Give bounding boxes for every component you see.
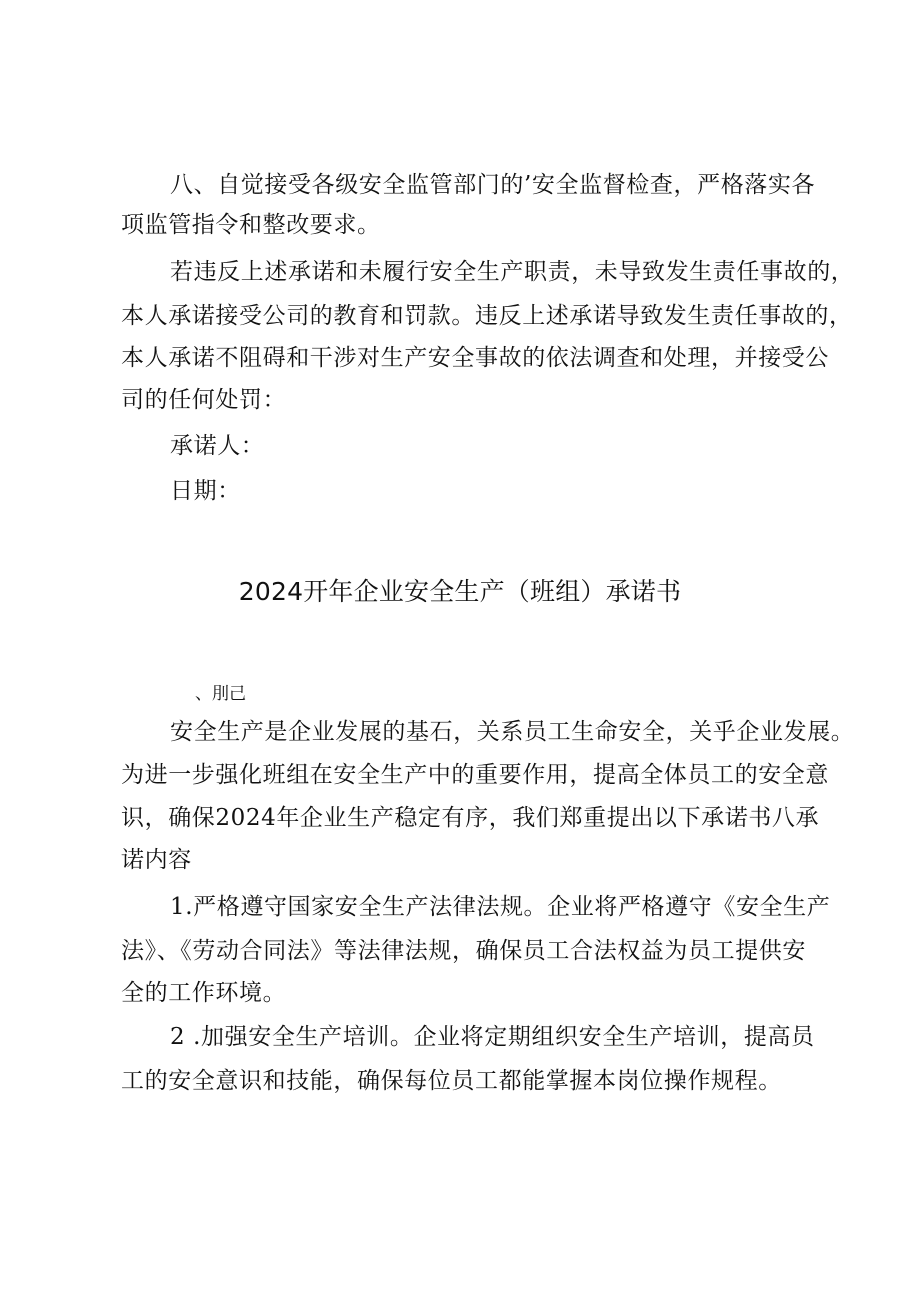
signer-label: 承诺人： <box>170 433 265 459</box>
item1-line2: 法》、《劳动合同法》等法律法规，确保员工合法权益为员工提供安 <box>121 938 806 964</box>
item1-line3: 全的工作环境。 <box>121 980 287 1006</box>
intro-line1: 安全生产是企业发展的基石，关系员工生命安全，关乎企业发展。 <box>170 719 855 745</box>
date-label: 日期： <box>170 478 241 504</box>
intro-line2: 为进一步强化班组在安全生产中的重要作用，提高全体员工的安全意 <box>121 762 829 788</box>
item8-line2: 项监管指令和整改要求。 <box>121 212 381 238</box>
item2-line1: 2 .加强安全生产培训。企业将定期组织安全生产培训，提高员 <box>170 1024 815 1050</box>
item1-line1: 1.严格遵守国家安全生产法律法规。企业将严格遵守《安全生产 <box>170 894 831 920</box>
document-title: 2024开年企业安全生产（班组）承诺书 <box>238 577 682 606</box>
intro-line4: 诺内容 <box>121 847 192 873</box>
breach-clause-line2: 本人承诺接受公司的教育和罚款。违反上述承诺导致发生责任事故的， <box>121 303 853 329</box>
preface-heading: 、刖己 <box>195 684 246 704</box>
breach-clause-line4: 司的任何处罚： <box>121 387 287 413</box>
breach-clause-line1: 若违反上述承诺和未履行安全生产职责，未导致发生责任事故的， <box>170 259 855 285</box>
intro-line3: 识，确保2024年企业生产稳定有序，我们郑重提出以下承诺书八承 <box>121 805 820 831</box>
breach-clause-line3: 本人承诺不阻碍和干涉对生产安全事故的依法调查和处理，并接受公 <box>121 345 829 371</box>
item2-line2: 工的安全意识和技能，确保每位员工都能掌握本岗位操作规程。 <box>121 1068 782 1094</box>
item8-line1: 八、自觉接受各级安全监管部门的’安全监督检查，严格落实各 <box>170 172 816 198</box>
